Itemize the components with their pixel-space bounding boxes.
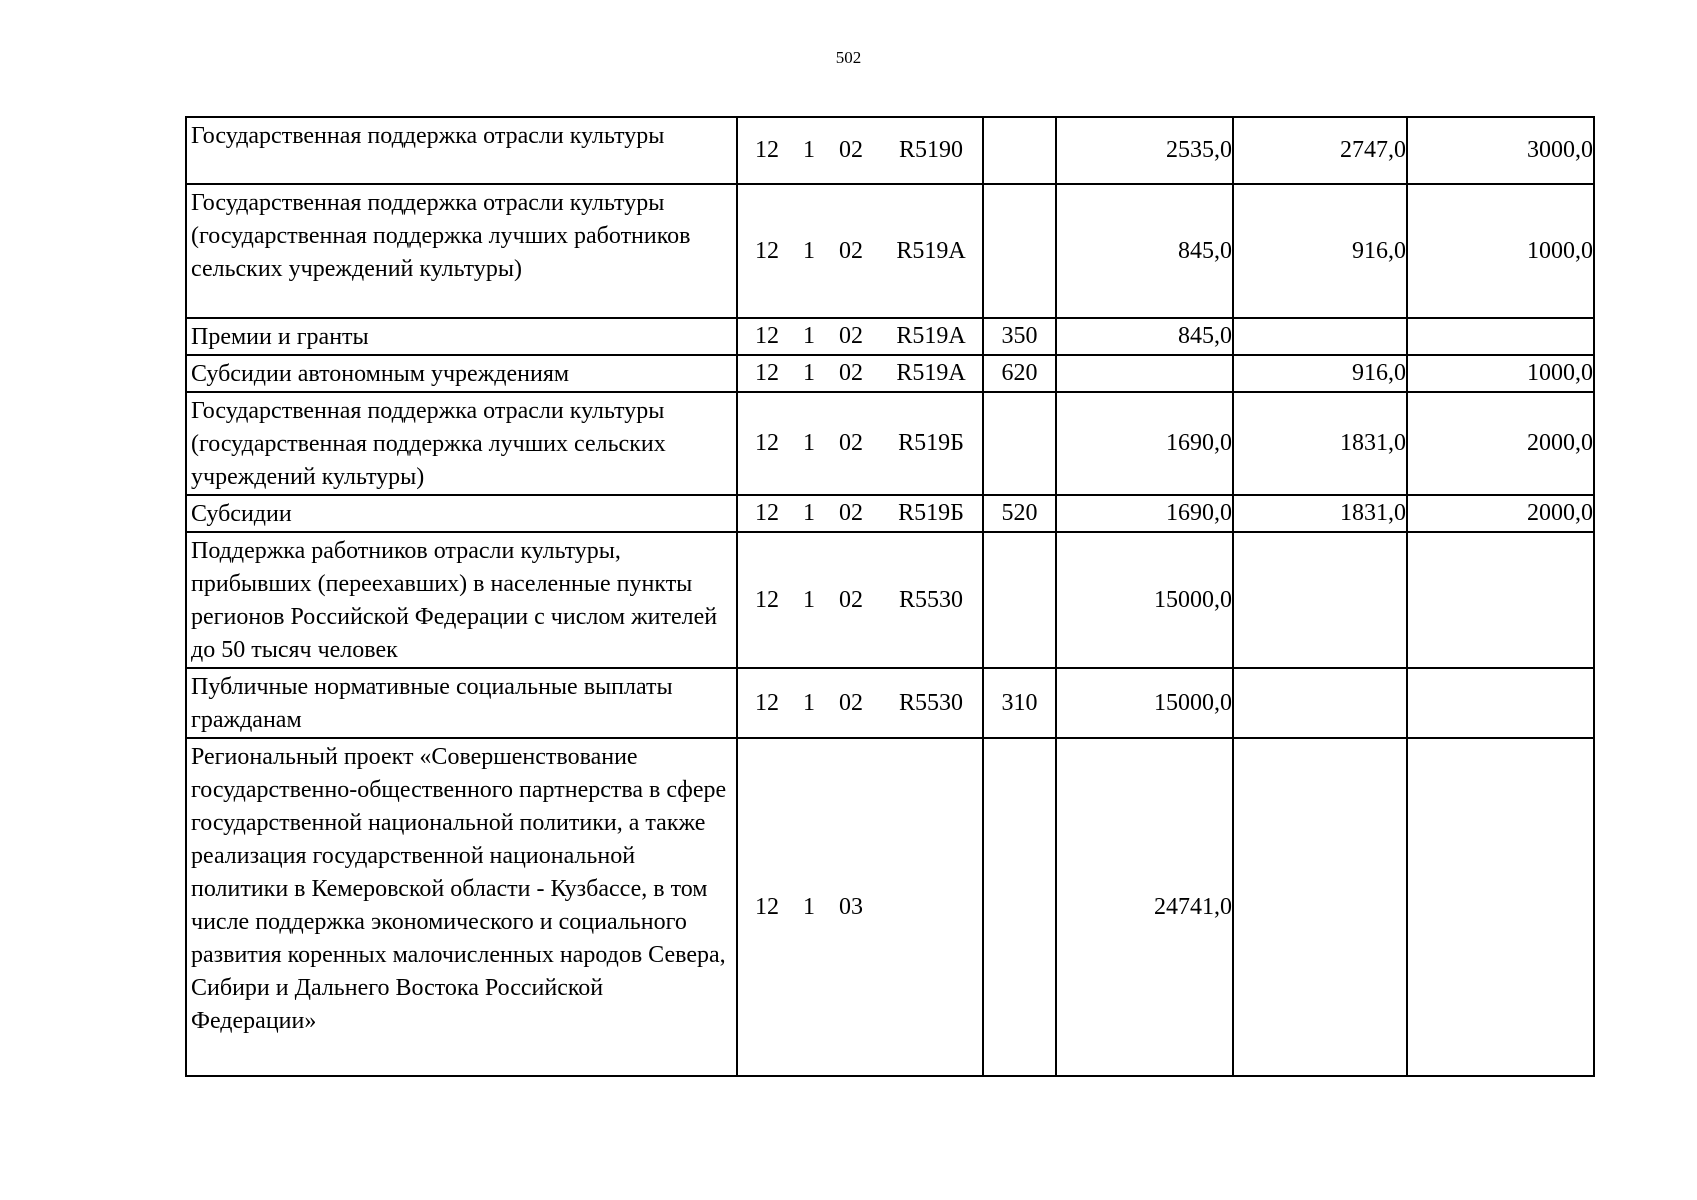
code-direction: R519А (896, 323, 966, 349)
expense-type: 620 (983, 355, 1056, 392)
amount-year-1: 24741,0 (1056, 738, 1233, 1076)
code-main-activity: 02 (839, 689, 863, 716)
classification-code (737, 392, 983, 495)
row-name: Региональный проект «Совершенствование государственно-общественного партнерства в сфере государственной национальной политики, а также реализация государственной национальной политики в Кемеровской области - Кузбассе, в том числе поддержка экономического и социального развития коренных малочисленных народов Севера, Сибири и Дальнего Востока Российской Федерации» (186, 738, 737, 1076)
amount-year-2 (1233, 318, 1407, 355)
expense-type (983, 532, 1056, 668)
expense-type (983, 117, 1056, 184)
classification-code (737, 117, 983, 184)
table-row (186, 532, 1594, 668)
amount-year-2 (1233, 532, 1407, 668)
code-section: 12 (755, 430, 779, 456)
code-direction: R5530 (898, 586, 963, 613)
amount-year-3: 1000,0 (1407, 355, 1594, 392)
row-name: Государственная поддержка отрасли культуры (государственная поддержка лучших работников сельских учреждений культуры) (186, 184, 737, 318)
amount-year-3: 2000,0 (1407, 495, 1594, 532)
code-section: 12 (755, 586, 779, 613)
code-section: 12 (755, 237, 779, 264)
amount-year-3 (1407, 668, 1594, 738)
page-number: 502 (835, 48, 862, 67)
table-row (186, 318, 1594, 355)
table-row (186, 355, 1594, 392)
code-direction: R519А (896, 237, 966, 264)
row-name: Государственная поддержка отрасли культуры (государственная поддержка лучших сельских учреждений культуры) (186, 392, 737, 495)
code-subprogram: 1 (803, 500, 815, 526)
code-main-activity: 02 (839, 137, 863, 163)
amount-year-1: 15000,0 (1056, 668, 1233, 738)
code-main-activity: 02 (839, 500, 863, 526)
table-row (186, 668, 1594, 738)
amount-year-3: 3000,0 (1407, 117, 1594, 184)
row-name: Премии и гранты (186, 318, 737, 355)
amount-year-1: 1690,0 (1056, 495, 1233, 532)
code-direction: R5190 (898, 137, 963, 163)
table-row (186, 738, 1594, 1076)
code-section: 12 (755, 500, 779, 526)
expense-type: 310 (983, 668, 1056, 738)
code-direction: R519А (896, 360, 966, 386)
table-row (186, 117, 1594, 184)
code-subprogram: 1 (803, 360, 815, 386)
budget-table (185, 116, 1595, 1077)
row-name: Субсидии автономным учреждениям (186, 355, 737, 392)
amount-year-1: 1690,0 (1056, 392, 1233, 495)
expense-type: 350 (983, 318, 1056, 355)
expense-type: 520 (983, 495, 1056, 532)
amount-year-2: 916,0 (1233, 355, 1407, 392)
table-row (186, 184, 1594, 318)
amount-year-1: 15000,0 (1056, 532, 1233, 668)
table-row (186, 495, 1594, 532)
row-name: Субсидии (186, 495, 737, 532)
code-subprogram: 1 (803, 137, 815, 163)
amount-year-3 (1407, 318, 1594, 355)
code-direction: R519Б (898, 500, 964, 526)
classification-code (737, 318, 983, 355)
amount-year-2: 1831,0 (1233, 495, 1407, 532)
amount-year-1: 845,0 (1056, 184, 1233, 318)
code-main-activity: 02 (839, 430, 863, 456)
code-subprogram: 1 (803, 586, 815, 613)
expense-type (983, 738, 1056, 1076)
expense-type (983, 184, 1056, 318)
amount-year-3: 1000,0 (1407, 184, 1594, 318)
classification-code (737, 495, 983, 532)
amount-year-2: 2747,0 (1233, 117, 1407, 184)
code-main-activity: 03 (839, 893, 863, 920)
amount-year-2: 1831,0 (1233, 392, 1407, 495)
code-subprogram: 1 (803, 237, 815, 264)
expense-type (983, 392, 1056, 495)
code-direction: R5530 (898, 689, 963, 716)
amount-year-2 (1233, 668, 1407, 738)
amount-year-1: 2535,0 (1056, 117, 1233, 184)
classification-code (737, 184, 983, 318)
code-subprogram: 1 (803, 689, 815, 716)
amount-year-3 (1407, 532, 1594, 668)
amount-year-2: 916,0 (1233, 184, 1407, 318)
code-section: 12 (755, 137, 779, 163)
code-section: 12 (755, 323, 779, 349)
classification-code (737, 738, 983, 1076)
code-section: 12 (755, 893, 779, 920)
amount-year-1 (1056, 355, 1233, 392)
budget-table-body (186, 117, 1594, 1076)
classification-code (737, 355, 983, 392)
row-name: Государственная поддержка отрасли культуры (186, 117, 737, 184)
code-subprogram: 1 (803, 323, 815, 349)
code-direction: R519Б (898, 430, 964, 456)
code-main-activity: 02 (839, 360, 863, 386)
code-main-activity: 02 (839, 237, 863, 264)
code-section: 12 (755, 360, 779, 386)
classification-code (737, 668, 983, 738)
code-main-activity: 02 (839, 323, 863, 349)
row-name: Поддержка работников отрасли культуры, прибывших (переехавших) в населенные пункты регионов Российской Федерации с числом жителей до 50 тысяч человек (186, 532, 737, 668)
code-main-activity: 02 (839, 586, 863, 613)
code-subprogram: 1 (803, 430, 815, 456)
amount-year-3 (1407, 738, 1594, 1076)
table-row (186, 392, 1594, 495)
code-subprogram: 1 (803, 893, 815, 920)
row-name: Публичные нормативные социальные выплаты гражданам (186, 668, 737, 738)
amount-year-3: 2000,0 (1407, 392, 1594, 495)
amount-year-1: 845,0 (1056, 318, 1233, 355)
amount-year-2 (1233, 738, 1407, 1076)
classification-code (737, 532, 983, 668)
code-section: 12 (755, 689, 779, 716)
